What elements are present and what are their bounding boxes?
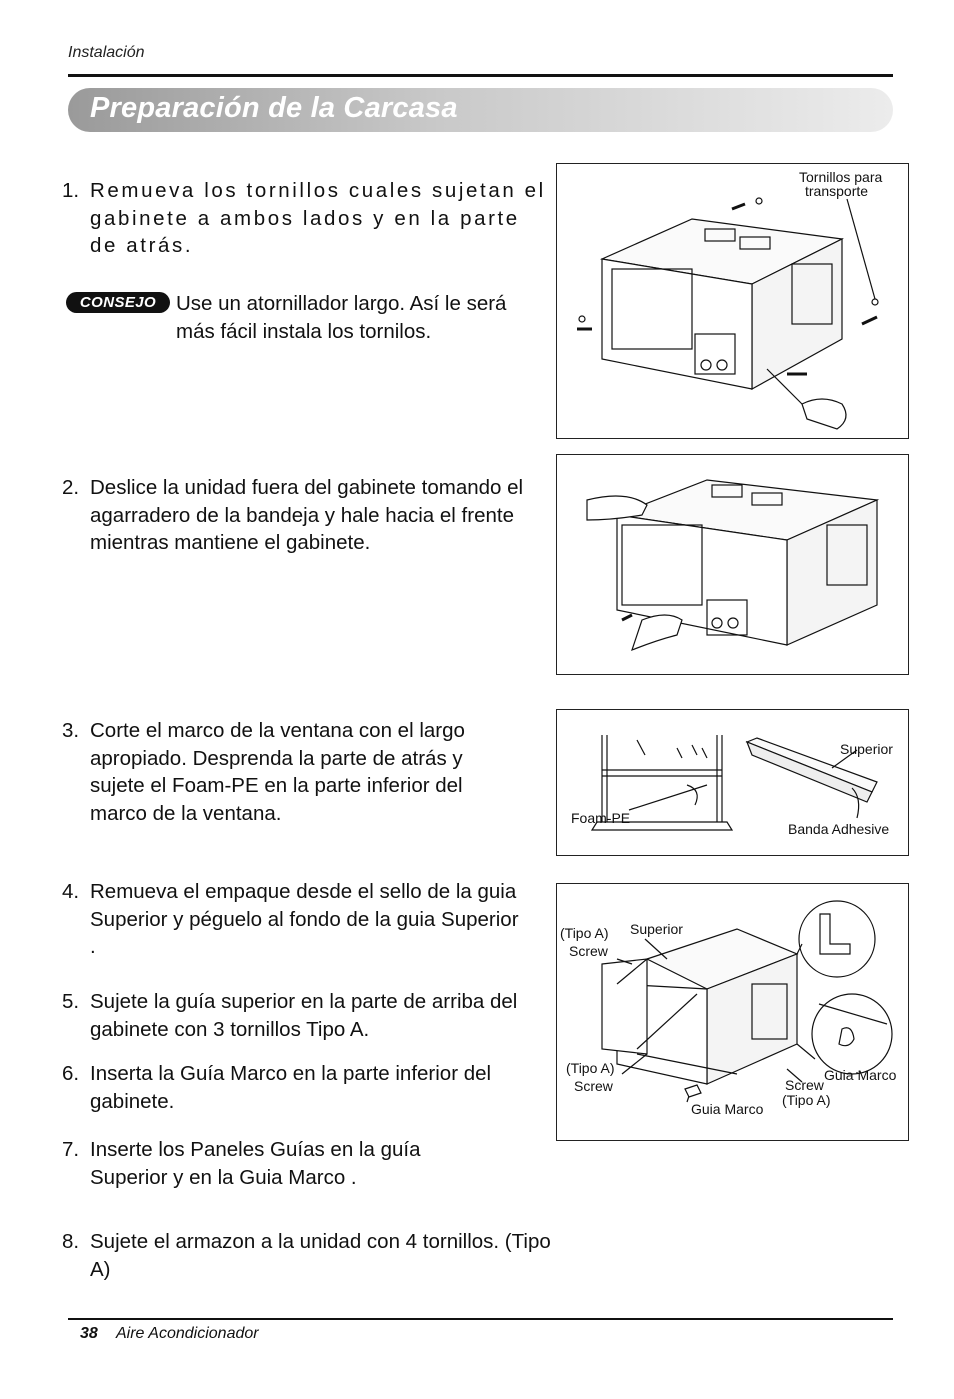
step-6 — [62, 1060, 512, 1115]
label-foam-pe: Foam-PE — [571, 810, 631, 826]
step-2 — [62, 474, 548, 557]
step-5 — [62, 988, 532, 1043]
label-tipo-a-1: (Tipo A) — [560, 925, 609, 941]
step-text: Inserte los Paneles Guías en la guía Superior y en la Guia Marco . — [90, 1138, 421, 1189]
step-text: Remueva el empaque desde el sello de la guia Superior y péguelo al fondo de la guia Superior . — [90, 880, 519, 958]
footer-title: Aire Acondicionador — [116, 1325, 259, 1342]
step-1 — [62, 177, 548, 260]
step-7 — [62, 1136, 482, 1191]
step-number: 2. — [62, 476, 80, 499]
step-number: 5. — [62, 990, 80, 1013]
figure-remove-screws — [556, 163, 909, 439]
section-label: Instalación — [68, 44, 145, 61]
step-number: 8. — [62, 1230, 80, 1253]
step-text: Sujete el armazon a la unidad con 4 tornillos. (Tipo A) — [90, 1230, 551, 1281]
bottom-rule — [68, 1318, 893, 1320]
step-3 — [62, 717, 512, 827]
step-4 — [62, 878, 522, 961]
figure-slide-unit — [556, 454, 909, 675]
step-text: Corte el marco de la ventana con el largo apropiado. Desprenda la parte de atrás y sujete el Foam-PE en la parte inferior del marco de la ventana. — [90, 719, 465, 825]
label-guia-marco-2: Guia Marco — [824, 1067, 897, 1083]
label-tornillos-line2: transporte — [805, 183, 869, 199]
label-superior: Superior — [840, 741, 893, 757]
cabinet-illustration-2 — [557, 455, 908, 674]
step-number: 3. — [62, 719, 80, 742]
label-superior-2: Superior — [630, 921, 683, 937]
label-banda-adhesive: Banda Adhesive — [788, 821, 890, 837]
label-tipo-a-2: (Tipo A) — [566, 1060, 615, 1076]
step-number: 6. — [62, 1062, 80, 1085]
step-number: 4. — [62, 880, 80, 903]
cabinet-illustration-1 — [557, 164, 908, 438]
page-title: Preparación de la Carcasa — [90, 92, 458, 124]
step-text: Sujete la guía superior en la parte de arriba del gabinete con 3 tornillos Tipo A. — [90, 990, 518, 1041]
step-number: 1. — [62, 179, 80, 202]
label-tornillos-line1: Tornillos para — [799, 169, 883, 185]
figure-window-frame — [556, 709, 909, 856]
label-screw-2: Screw — [574, 1078, 613, 1094]
figure-guides-assembly — [556, 883, 909, 1141]
step-text: Remueva los tornillos cuales sujetan el gabinete a ambos lados y en la parte de atrás. — [90, 179, 546, 257]
label-screw-1: Screw — [569, 943, 608, 959]
step-8 — [62, 1228, 552, 1283]
step-text: Deslice la unidad fuera del gabinete tomando el agarradero de la bandeja y hale hacia el frente mientras mantiene el gabinete. — [90, 476, 524, 554]
tip-badge: CONSEJO — [66, 292, 170, 313]
page-number: 38 — [80, 1325, 98, 1342]
top-rule — [68, 74, 893, 77]
step-number: 7. — [62, 1138, 80, 1161]
label-tipo-a-3: (Tipo A) — [782, 1092, 831, 1108]
step-text: Inserta la Guía Marco en la parte inferior del gabinete. — [90, 1062, 492, 1113]
label-screw-3: Screw — [785, 1077, 824, 1093]
label-guia-marco-1: Guia Marco — [691, 1101, 764, 1117]
tip-text: Use un atornillador largo. Así le será más fácil instala los tornilos. — [176, 292, 507, 343]
title-bar — [68, 88, 893, 132]
